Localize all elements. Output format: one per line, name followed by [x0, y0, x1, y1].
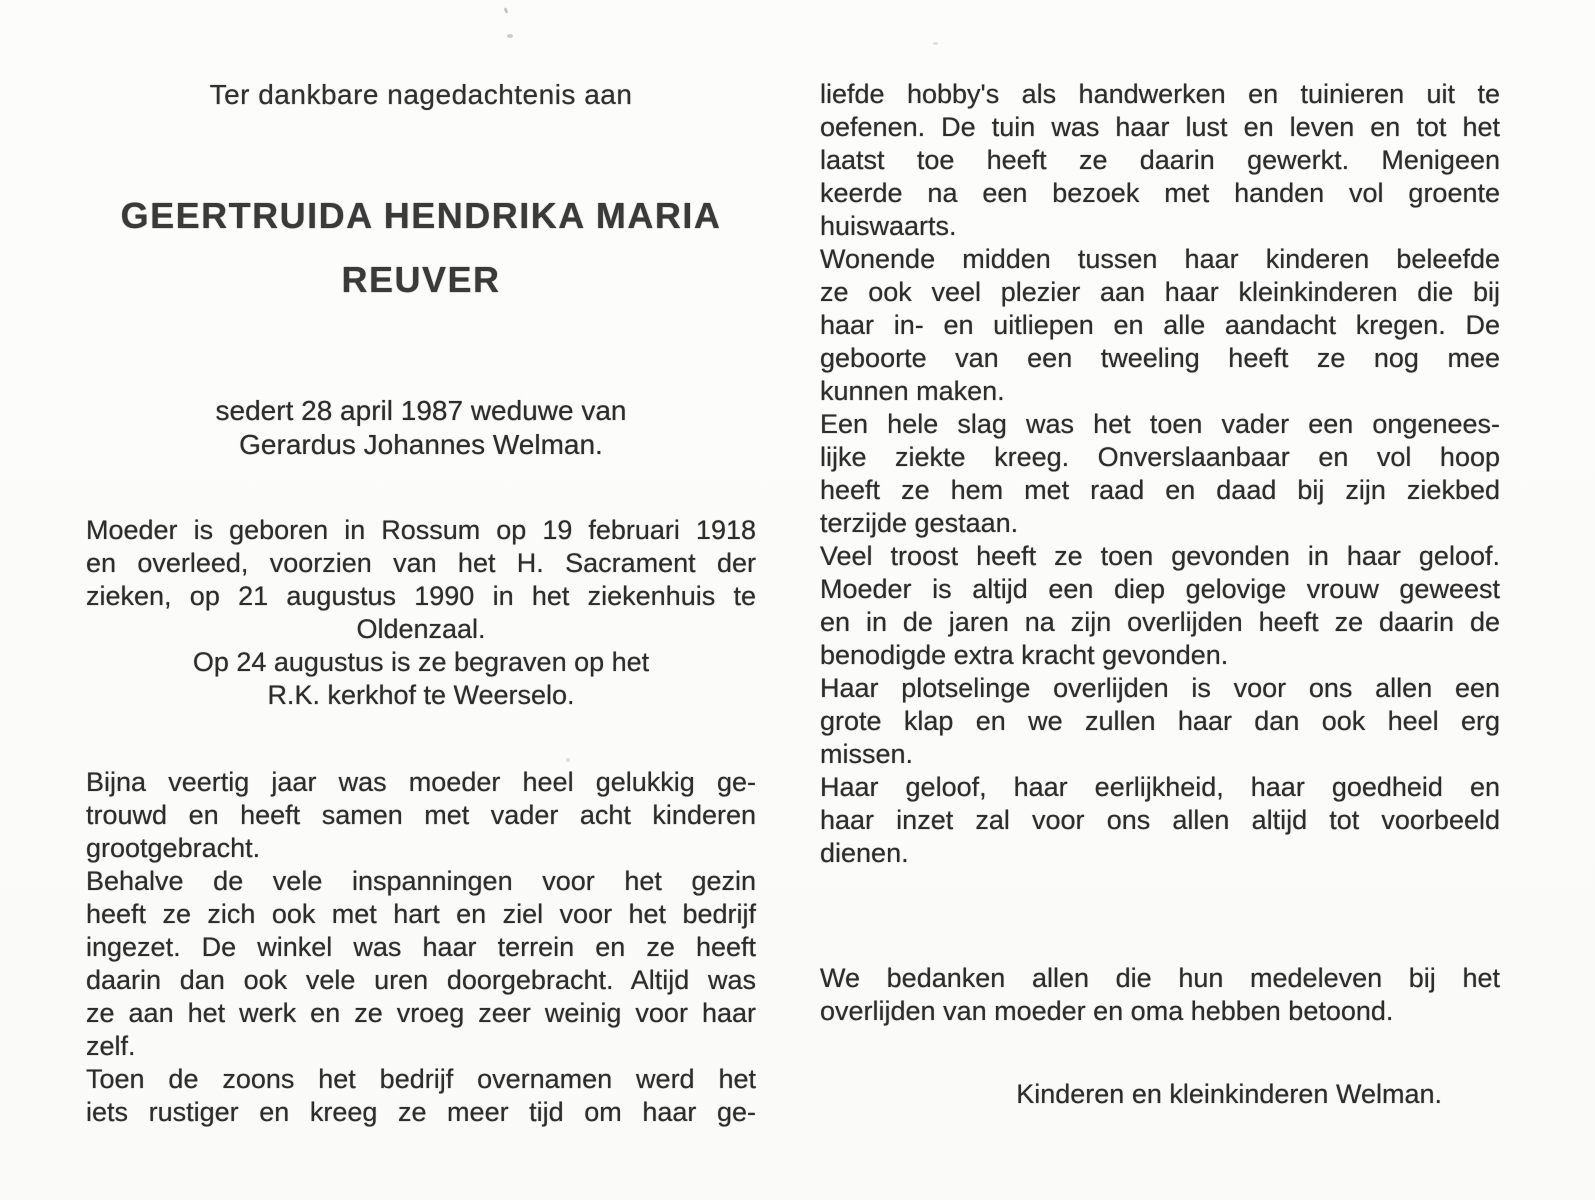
widowhood-block [86, 394, 756, 462]
text-line: huiswaarts. [820, 211, 957, 241]
text-line: Moeder is geboren in Rossum op 19 februari 1918 [86, 515, 756, 545]
text-line: Oldenzaal. [356, 614, 486, 644]
life-story-left-block [86, 766, 756, 1129]
text-line: heeft ze zich ook met hart en ziel voor het bedrijf [86, 899, 756, 929]
text-line: laatst toe heeft ze daarin gewerkt. Menigeen [820, 145, 1500, 175]
text-line: Op 24 augustus is ze begraven op het [192, 647, 650, 677]
text-line: haar inzet zal voor ons allen altijd tot voorbeeld [820, 805, 1500, 835]
acknowledgement-block [820, 962, 1500, 1028]
text-line: Veel troost heeft ze toen gevonden in haar geloof. [820, 541, 1500, 571]
text-line: We bedanken allen die hun medeleven bij het [820, 963, 1500, 993]
right-column [820, 0, 1500, 1200]
text-line: Wonende midden tussen haar kinderen beleefde [820, 244, 1500, 274]
text-line: grote klap en we zullen haar dan ook heel erg [820, 706, 1500, 736]
deceased-name-line1: GEERTRUIDA HENDRIKA MARIA [120, 195, 722, 236]
text-line: Behalve de vele inspanningen voor het gezin [86, 866, 756, 896]
text-line: kunnen maken. [820, 376, 1005, 406]
text-line: Haar geloof, haar eerlijkheid, haar goedheid en [820, 772, 1500, 802]
text-line: overlijden van moeder en oma hebben betoond. [820, 996, 1394, 1026]
text-line: ingezet. De winkel was haar terrein en ze heeft [86, 932, 756, 962]
text-line: liefde hobby's als handwerken en tuinieren uit te [820, 79, 1500, 109]
scan-speck [566, 758, 570, 762]
text-line: lijke ziekte kreeg. Onverslaanbaar en vol hoop [820, 442, 1500, 472]
life-story-right-block [820, 78, 1500, 870]
text-line: geboorte van een tweeling heeft ze nog mee [820, 343, 1500, 373]
text-line: Toen de zoons het bedrijf overnamen werd het [86, 1064, 756, 1094]
text-line: en overleed, voorzien van het H. Sacrament der [86, 548, 756, 578]
text-line: ze aan het werk en ze vroeg zeer weinig voor haar [86, 998, 756, 1028]
text-line: benodigde extra kracht gevonden. [820, 640, 1229, 670]
text-line: Bijna veertig jaar was moeder heel gelukkig ge- [86, 767, 756, 797]
text-line: daarin dan ook vele uren doorgebracht. Altijd was [86, 965, 756, 995]
text-line: ze ook veel plezier aan haar kleinkinderen die bij [820, 277, 1500, 307]
signature-line: Kinderen en kleinkinderen Welman. [1016, 1079, 1442, 1109]
text-line: Haar plotselinge overlijden is voor ons allen een [820, 673, 1500, 703]
text-line: Een hele slag was het toen vader een ongenees- [820, 409, 1500, 439]
dedication-text: Ter dankbare nagedachtenis aan [209, 79, 633, 110]
text-line: dienen. [820, 838, 909, 868]
text-line: heeft ze hem met raad en daad bij zijn ziekbed [820, 475, 1500, 505]
text-line: en in de jaren na zijn overlijden heeft ze daarin de [820, 607, 1500, 637]
text-line: trouwd en heeft samen met vader acht kinderen [86, 800, 756, 830]
text-line: haar in- en uitliepen en alle aandacht kregen. De [820, 310, 1500, 340]
scan-speck [933, 42, 938, 45]
text-line: grootgebracht. [86, 833, 261, 863]
text-line: terzijde gestaan. [820, 508, 1019, 538]
text-line: keerde na een bezoek met handen vol groente [820, 178, 1500, 208]
widowhood-line1: sedert 28 april 1987 weduwe van [215, 395, 627, 426]
text-line: oefenen. De tuin was haar lust en leven en tot het [820, 112, 1500, 142]
text-line: Moeder is altijd een diep gelovige vrouw geweest [820, 574, 1500, 604]
deceased-name-line2: REUVER [341, 259, 501, 300]
scan-speck [507, 34, 513, 38]
text-line: zieken, op 21 augustus 1990 in het ziekenhuis te [86, 581, 756, 611]
text-line: missen. [820, 739, 914, 769]
left-column [86, 0, 756, 1200]
birth-death-block [86, 514, 756, 712]
text-line: zelf. [86, 1031, 136, 1061]
text-line: R.K. kerkhof te Weerselo. [267, 680, 575, 710]
text-line: iets rustiger en kreeg ze meer tijd om haar ge- [86, 1097, 756, 1127]
widowhood-line2: Gerardus Johannes Welman. [239, 429, 603, 460]
